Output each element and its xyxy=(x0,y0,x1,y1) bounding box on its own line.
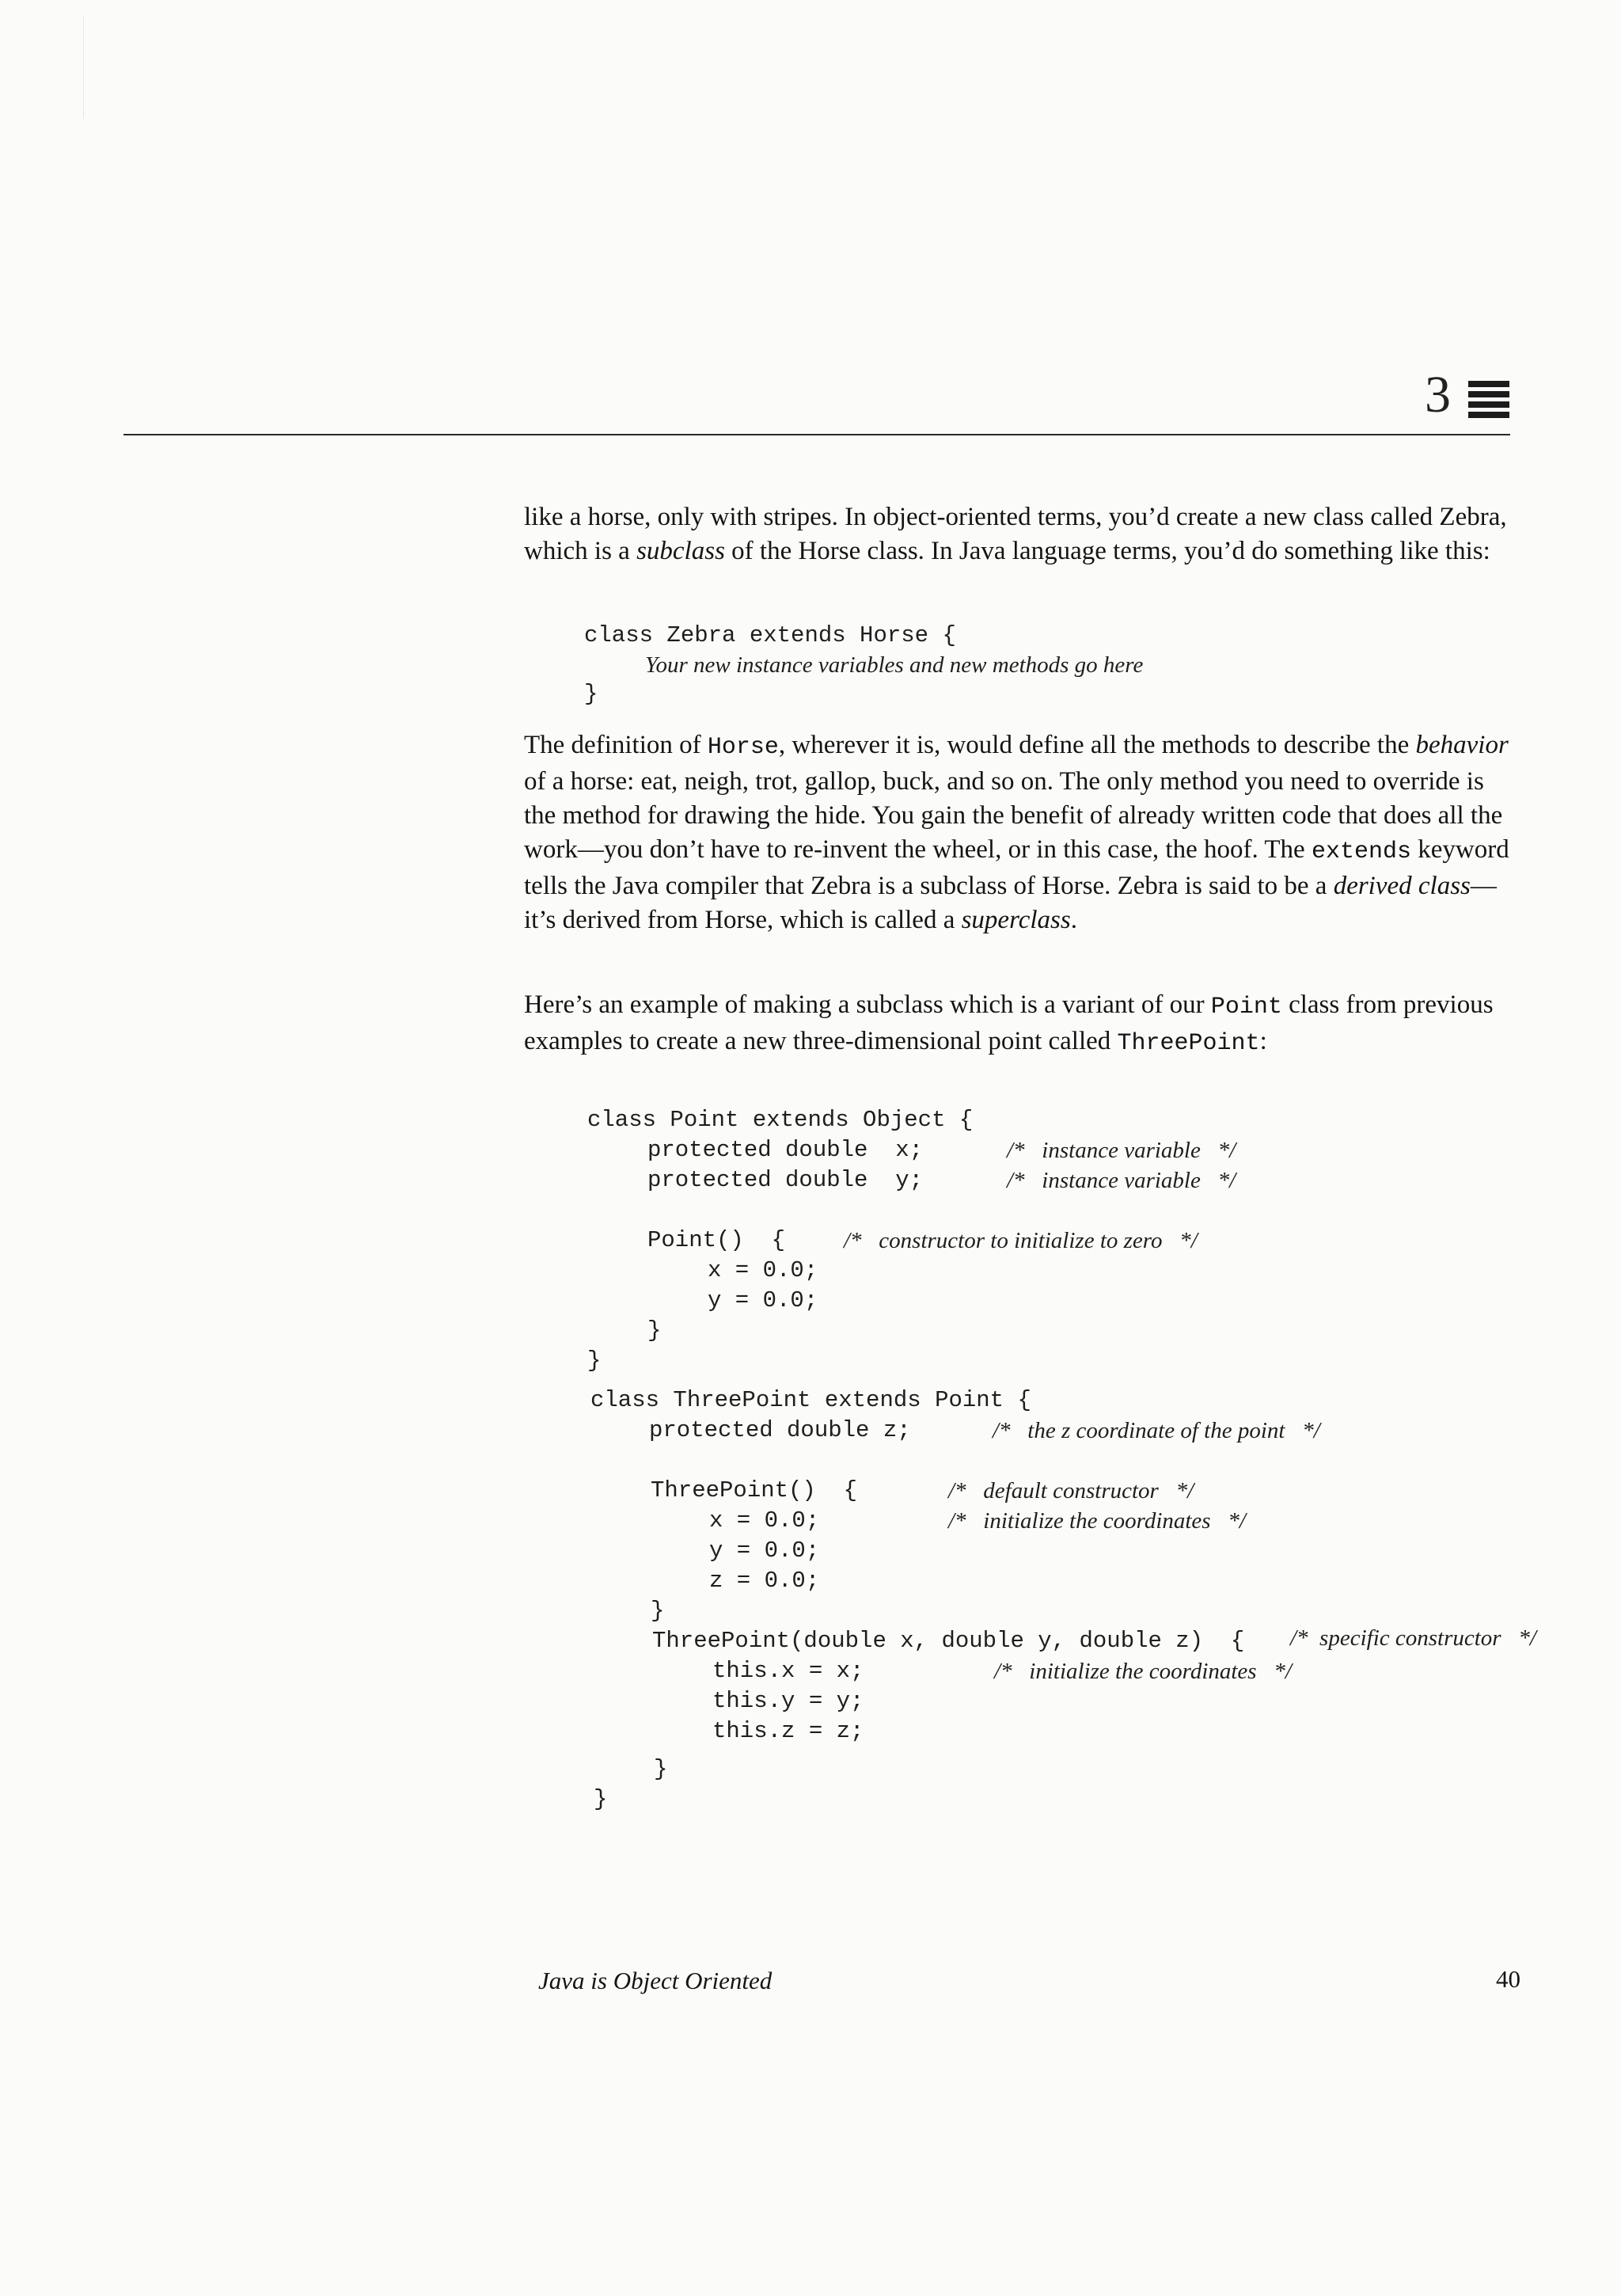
code-line: x = 0.0; xyxy=(709,1507,820,1534)
code-line: class Zebra extends Horse { xyxy=(584,622,956,648)
paragraph-example: Here’s an example of making a subclass which is a variant of our Point class from previous examples to create a new three-dimensional point called ThreePoint: xyxy=(524,990,1494,1057)
paragraph-horse: The definition of Horse, wherever it is, would define all the methods to describe the behavior of a horse: eat, neigh, trot, gallop, buck, and so on. The only method you need to override is the method for drawing the hide. You gain the benefit of already written code that does all the work—you don’t have to re-invent the wheel, or in this case, the hoof. The extends keyword tells the Java compiler that Zebra is a subclass of Horse. Zebra is said to be a derived class—it’s derived from Horse, which is called a superclass. xyxy=(524,731,1509,934)
chapter-number: 3 xyxy=(1425,366,1451,424)
code-line: class ThreePoint extends Point { xyxy=(590,1387,1031,1413)
code-line: x = 0.0; xyxy=(708,1257,818,1283)
code-line: } xyxy=(647,1317,662,1344)
code-line: z = 0.0; xyxy=(709,1568,820,1594)
code-comment: /* default constructor */ xyxy=(948,1478,1194,1503)
code-line: Point() { xyxy=(647,1227,786,1253)
code-line: this.z = z; xyxy=(712,1718,864,1744)
footer-title: Java is Object Oriented xyxy=(538,1967,773,1994)
code-comment: /* instance variable */ xyxy=(1007,1138,1236,1163)
code-comment: /* initialize the coordinates */ xyxy=(948,1508,1246,1534)
code-line: protected double z; xyxy=(649,1417,911,1443)
chapter-bars-icon xyxy=(1468,381,1509,422)
code-comment: /* the z coordinate of the point */ xyxy=(993,1418,1320,1443)
code-comment: /* initialize the coordinates */ xyxy=(994,1659,1292,1684)
term-subclass: subclass xyxy=(636,537,725,565)
code-point: Point xyxy=(1210,994,1282,1021)
term-superclass: superclass xyxy=(961,906,1071,934)
code-line: ThreePoint() { xyxy=(651,1477,858,1503)
code-comment: /* specific constructor */ xyxy=(1290,1625,1536,1651)
code-line: ThreePoint(double x, double y, double z) { xyxy=(652,1628,1245,1654)
code-line: y = 0.0; xyxy=(709,1538,820,1564)
header-rule xyxy=(123,434,1510,435)
code-line: this.y = y; xyxy=(712,1688,864,1714)
scan-artifact xyxy=(83,16,84,119)
paragraph-intro: like a horse, only with stripes. In object-oriented terms, you’d create a new class called Zebra, which is a subclass of the Horse class. In Java language terms, you’d do something like this: xyxy=(524,503,1507,565)
code-line: } xyxy=(584,681,598,707)
code-line: class Point extends Object { xyxy=(587,1107,974,1133)
code-line: } xyxy=(651,1598,665,1624)
code-line: this.x = x; xyxy=(712,1658,864,1684)
code-comment: /* instance variable */ xyxy=(1007,1168,1236,1193)
code-line: y = 0.0; xyxy=(708,1287,818,1313)
code-line: } xyxy=(594,1786,608,1812)
code-line: } xyxy=(587,1348,602,1374)
code-line: } xyxy=(654,1756,668,1782)
term-derived-class: derived class xyxy=(1333,872,1471,900)
code-comment: /* constructor to initialize to zero */ xyxy=(844,1228,1198,1253)
code-line: protected double y; xyxy=(647,1167,924,1193)
code-threepoint: ThreePoint xyxy=(1117,1030,1260,1057)
term-behavior: behavior xyxy=(1415,731,1509,759)
code-extends: extends xyxy=(1311,838,1411,865)
code-line: protected double x; xyxy=(647,1137,924,1163)
page-number: 40 xyxy=(1496,1965,1520,1993)
code-comment: Your new instance variables and new methods go here xyxy=(645,652,1144,678)
code-horse: Horse xyxy=(707,734,779,761)
